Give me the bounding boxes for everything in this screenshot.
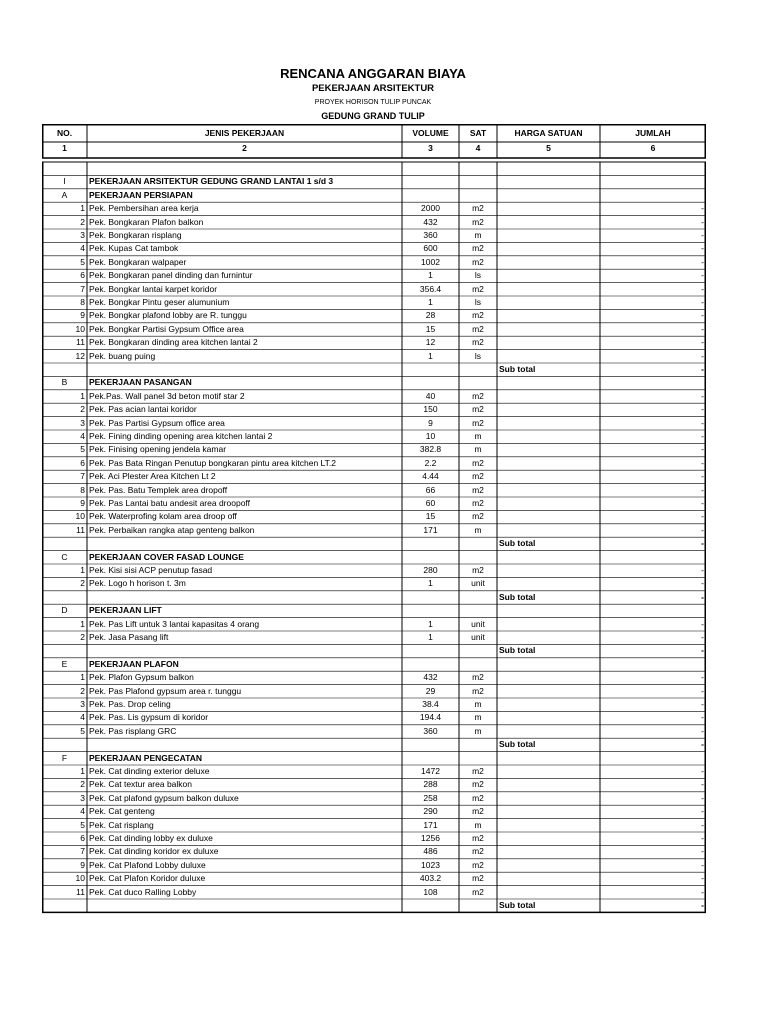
item-unit-price xyxy=(499,872,598,885)
item-number: 4 xyxy=(80,243,85,254)
item-unit: m2 xyxy=(472,283,484,294)
document-title: RENCANA ANGGARAN BIAYA xyxy=(280,66,466,81)
item-volume: 29 xyxy=(425,685,436,696)
group-number: I xyxy=(63,176,66,187)
item-volume: 15 xyxy=(425,323,436,334)
subtotal-amount: - xyxy=(701,364,704,374)
item-unit-price xyxy=(499,631,598,644)
subtotal-label: Sub total xyxy=(499,645,536,656)
item-unit-price xyxy=(499,711,598,724)
item-number: 11 xyxy=(76,524,85,535)
item-number: 1 xyxy=(80,766,85,776)
item-volume: 382.8 xyxy=(419,444,442,455)
item-number: 5 xyxy=(80,819,85,830)
item-number: 11 xyxy=(76,337,85,348)
item-unit-price xyxy=(499,524,598,537)
item-description: Pek. Pas Lift untuk 3 lantai kapasitas 4 orang xyxy=(89,618,260,629)
item-number: 10 xyxy=(75,323,85,334)
item-unit: m2 xyxy=(472,498,484,508)
item-description: Pek. Pas. Drop celing xyxy=(89,699,171,709)
item-description: Pek. Cat dinding lobby ex duluxe xyxy=(89,833,213,843)
item-number: 5 xyxy=(80,256,85,267)
item-amount: - xyxy=(701,417,704,428)
item-number: 2 xyxy=(80,632,85,642)
item-unit-price xyxy=(499,510,598,523)
item-amount: - xyxy=(701,310,704,321)
item-unit-price xyxy=(499,819,598,832)
item-unit: m xyxy=(474,524,482,535)
item-volume: 360 xyxy=(423,725,438,736)
item-amount: - xyxy=(701,846,704,857)
item-unit: unit xyxy=(471,632,485,642)
item-number: 10 xyxy=(75,511,85,522)
item-volume: 171 xyxy=(423,819,438,830)
item-description: Pek. Cat Plafon Koridor duluxe xyxy=(89,873,206,884)
item-unit-price xyxy=(499,577,598,590)
item-description: Pek. Cat risplang xyxy=(89,819,154,830)
item-description: Pek. Bongkar Partisi Gypsum Office area xyxy=(89,323,244,334)
item-amount: - xyxy=(701,806,704,817)
item-number: 9 xyxy=(80,859,85,870)
item-unit: m2 xyxy=(472,672,484,683)
item-unit: m xyxy=(474,725,482,736)
section-title: PEKERJAAN PERSIAPAN xyxy=(89,189,193,200)
item-unit: ls xyxy=(474,350,482,361)
item-number: 7 xyxy=(80,846,85,857)
item-volume: 432 xyxy=(423,672,438,683)
item-volume: 360 xyxy=(423,230,438,240)
item-description: Pek. Bongkar plafond lobby are R. tunggu xyxy=(89,310,247,321)
item-description: Pek. Cat textur area balkon xyxy=(89,779,193,790)
item-number: 12 xyxy=(75,350,85,361)
item-amount: - xyxy=(701,230,704,240)
item-volume: 290 xyxy=(423,806,438,817)
col-harga-satuan-number: 5 xyxy=(546,143,551,153)
section-number: D xyxy=(61,605,68,616)
item-amount: - xyxy=(701,779,704,790)
item-unit-price xyxy=(499,765,598,778)
item-amount: - xyxy=(701,819,704,830)
item-number: 7 xyxy=(80,283,85,294)
item-unit: m2 xyxy=(472,390,484,401)
item-number: 11 xyxy=(76,886,85,897)
item-description: Pek.Pas. Wall panel 3d beton motif star 2 xyxy=(89,390,245,401)
col-no-number: 1 xyxy=(62,143,67,153)
item-unit: m2 xyxy=(472,323,484,334)
subtotal-amount: - xyxy=(701,900,704,910)
item-unit: m2 xyxy=(472,216,484,227)
item-volume: 1002 xyxy=(421,256,440,267)
item-unit-price xyxy=(499,390,598,403)
item-number: 6 xyxy=(80,833,85,843)
item-unit-price xyxy=(499,832,598,845)
item-unit: m2 xyxy=(472,243,484,254)
item-unit-price xyxy=(499,618,598,631)
item-amount: - xyxy=(701,766,704,776)
item-description: Pek. Jasa Pasang lift xyxy=(89,632,169,642)
item-number: 2 xyxy=(80,578,85,589)
item-number: 8 xyxy=(80,484,85,495)
col-jumlah-header: JUMLAH xyxy=(635,128,671,138)
item-number: 7 xyxy=(80,471,85,482)
item-unit: m xyxy=(474,230,482,240)
col-jenis-pekerjaan-header: JENIS PEKERJAAN xyxy=(204,128,285,138)
item-amount: - xyxy=(701,337,704,348)
item-unit: m xyxy=(474,444,482,455)
item-amount: - xyxy=(701,243,704,254)
col-sat-header: SAT xyxy=(469,128,487,138)
item-unit: m2 xyxy=(472,873,484,884)
item-unit-price xyxy=(499,283,598,296)
item-amount: - xyxy=(701,565,704,575)
item-unit: m xyxy=(474,712,482,723)
item-volume: 66 xyxy=(425,484,436,495)
col-volume-header: VOLUME xyxy=(412,128,449,138)
item-amount: - xyxy=(701,859,704,870)
item-volume: 258 xyxy=(423,792,438,803)
item-unit-price xyxy=(499,859,598,872)
item-unit-price xyxy=(499,845,598,858)
item-unit-price xyxy=(499,242,598,255)
item-number: 1 xyxy=(80,672,85,683)
item-volume: 60 xyxy=(425,498,436,508)
item-number: 3 xyxy=(80,417,85,428)
item-volume: 403.2 xyxy=(419,873,442,884)
item-volume: 28 xyxy=(425,310,436,321)
item-amount: - xyxy=(701,578,704,589)
item-volume: 15 xyxy=(425,511,436,522)
item-volume: 288 xyxy=(423,779,438,790)
item-volume: 600 xyxy=(423,243,438,254)
item-description: Pek. Bongkaran dinding area kitchen lantai 2 xyxy=(89,337,258,348)
item-description: Pek. Fining dinding opening area kitchen lantai 2 xyxy=(89,431,273,441)
col-jenis-pekerjaan-number: 2 xyxy=(242,143,247,153)
item-unit-price xyxy=(499,497,598,510)
item-unit: m2 xyxy=(472,404,484,415)
item-number: 2 xyxy=(80,685,85,696)
item-amount: - xyxy=(701,618,704,629)
item-unit-price xyxy=(499,256,598,269)
item-volume: 2.2 xyxy=(424,457,437,468)
item-unit: m2 xyxy=(472,886,484,897)
item-unit: m2 xyxy=(472,766,484,776)
item-volume: 1023 xyxy=(421,859,440,870)
item-description: Pek. Perbaikan rangka atap genteng balkon xyxy=(89,524,255,535)
item-amount: - xyxy=(701,444,704,455)
item-description: Pek. Cat Plafond Lobby duluxe xyxy=(89,859,206,870)
item-amount: - xyxy=(701,498,704,508)
item-number: 1 xyxy=(80,203,85,214)
item-amount: - xyxy=(701,270,704,281)
col-jumlah-number: 6 xyxy=(650,143,656,153)
subtotal-label: Sub total xyxy=(499,739,536,750)
item-unit: m2 xyxy=(472,417,484,428)
item-amount: - xyxy=(701,457,704,468)
subtotal-amount: - xyxy=(701,739,704,750)
item-unit-price xyxy=(499,685,598,698)
col-volume-number: 3 xyxy=(428,143,433,153)
section-title: PEKERJAAN COVER FASAD LOUNGE xyxy=(89,551,244,562)
item-amount: - xyxy=(701,431,704,441)
item-amount: - xyxy=(701,699,704,709)
item-volume: 1256 xyxy=(421,833,440,843)
item-unit: m xyxy=(474,431,482,441)
item-description: Pek. Pembersihan area kerja xyxy=(89,203,199,214)
item-amount: - xyxy=(701,792,704,803)
item-amount: - xyxy=(701,873,704,884)
item-unit: m2 xyxy=(472,779,484,790)
section-title: PEKERJAAN PENGECATAN xyxy=(89,752,203,763)
item-unit-price xyxy=(499,417,598,430)
item-number: 3 xyxy=(80,230,85,240)
item-unit-price xyxy=(499,725,598,738)
item-unit-price xyxy=(499,564,598,577)
section-number: A xyxy=(61,189,68,200)
item-volume: 108 xyxy=(423,886,438,897)
item-unit: m2 xyxy=(472,337,484,348)
item-unit-price xyxy=(499,296,598,309)
item-number: 1 xyxy=(80,565,85,575)
item-number: 5 xyxy=(80,725,85,736)
item-unit-price xyxy=(499,350,598,363)
project-name: PROYEK HORISON TULIP PUNCAK xyxy=(314,99,432,106)
item-number: 6 xyxy=(80,457,85,468)
section-title: PEKERJAAN LIFT xyxy=(89,605,162,616)
item-volume: 171 xyxy=(423,524,438,535)
item-volume: 9 xyxy=(428,417,433,428)
item-unit: ls xyxy=(474,297,482,307)
item-amount: - xyxy=(701,323,704,334)
item-unit-price xyxy=(499,470,598,483)
item-description: Pek. Bongkaran panel dinding dan furnintur xyxy=(89,270,253,281)
item-number: 4 xyxy=(80,431,85,441)
item-number: 9 xyxy=(80,498,85,508)
item-unit-price xyxy=(499,778,598,791)
item-number: 2 xyxy=(80,404,85,415)
item-unit: m2 xyxy=(472,256,484,267)
item-amount: - xyxy=(701,725,704,736)
item-description: Pek. Pas Lantai batu andesit area droopoff xyxy=(89,498,250,508)
group-title: PEKERJAAN ARSITEKTUR GEDUNG GRAND LANTAI 1 s/d 3 xyxy=(89,176,334,187)
item-number: 3 xyxy=(80,699,85,709)
col-sat-number: 4 xyxy=(475,143,481,153)
item-volume: 1 xyxy=(428,632,433,642)
item-volume: 1 xyxy=(428,578,433,589)
item-volume: 1 xyxy=(428,350,433,361)
item-unit: m xyxy=(474,699,482,709)
item-unit: unit xyxy=(471,618,485,629)
item-description: Pek. Pas risplang GRC xyxy=(89,725,177,736)
item-description: Pek. Waterprofing kolam area droop off xyxy=(89,511,237,522)
item-volume: 486 xyxy=(423,846,438,857)
item-unit: m2 xyxy=(472,859,484,870)
item-unit-price xyxy=(499,336,598,349)
item-description: Pek. Bongkar lantai karpet koridor xyxy=(89,283,218,294)
item-description: Pek. Cat genteng xyxy=(89,806,155,817)
item-description: Pek. Pas. Batu Templek area dropoff xyxy=(89,484,228,495)
item-unit-price xyxy=(499,269,598,282)
item-amount: - xyxy=(701,685,704,696)
item-amount: - xyxy=(701,712,704,723)
item-number: 1 xyxy=(80,390,85,401)
item-volume: 12 xyxy=(425,337,436,348)
item-amount: - xyxy=(701,471,704,482)
subtotal-amount: - xyxy=(701,591,704,602)
subtotal-amount: - xyxy=(701,645,704,656)
item-unit: m2 xyxy=(472,806,484,817)
subtotal-label: Sub total xyxy=(499,900,536,910)
item-volume: 10 xyxy=(425,431,436,441)
item-unit: m2 xyxy=(472,203,484,214)
item-number: 2 xyxy=(80,779,85,790)
item-description: Pek. Pas Bata Ringan Penutup bongkaran pintu area kitchen LT.2 xyxy=(89,457,336,468)
item-unit-price xyxy=(499,430,598,443)
item-amount: - xyxy=(701,511,704,522)
item-volume: 280 xyxy=(423,565,438,575)
item-number: 9 xyxy=(80,310,85,321)
item-unit: m2 xyxy=(472,511,484,522)
item-description: Pek. Bongkaran walpaper xyxy=(89,256,187,267)
item-volume: 194.4 xyxy=(419,712,442,723)
item-description: Pek. Plafon Gypsum balkon xyxy=(89,672,194,683)
item-amount: - xyxy=(701,256,704,267)
item-amount: - xyxy=(701,350,704,361)
item-unit: m2 xyxy=(472,471,484,482)
item-description: Pek. Cat duco Ralling Lobby xyxy=(89,886,197,897)
item-description: Pek. Pas acian lantai koridor xyxy=(89,404,197,415)
item-volume: 150 xyxy=(423,404,438,415)
item-number: 4 xyxy=(80,712,85,723)
item-unit-price xyxy=(499,484,598,497)
item-description: Pek. Pas. Lis gypsum di koridor xyxy=(89,712,209,723)
item-amount: - xyxy=(701,390,704,401)
item-unit-price xyxy=(499,202,598,215)
item-unit-price xyxy=(499,792,598,805)
item-amount: - xyxy=(701,886,704,897)
item-unit: m2 xyxy=(472,565,484,575)
item-volume: 432 xyxy=(423,216,438,227)
subtotal-label: Sub total xyxy=(499,538,536,549)
item-unit: m2 xyxy=(472,846,484,857)
item-amount: - xyxy=(701,297,704,307)
item-volume: 356.4 xyxy=(419,283,442,294)
item-number: 4 xyxy=(80,806,85,817)
item-unit: m2 xyxy=(472,792,484,803)
item-unit-price xyxy=(499,403,598,416)
item-unit-price xyxy=(499,457,598,470)
subtotal-amount: - xyxy=(701,538,704,549)
item-description: Pek. Pas Plafond gypsum area r. tunggu xyxy=(89,685,242,696)
col-harga-satuan-header: HARGA SATUAN xyxy=(514,128,583,138)
item-amount: - xyxy=(701,283,704,294)
item-unit-price xyxy=(499,886,598,899)
col-no-header: NO. xyxy=(56,128,73,138)
item-description: Pek. Cat dinding koridor ex duluxe xyxy=(89,846,219,857)
item-volume: 1472 xyxy=(421,766,440,776)
section-number: B xyxy=(61,377,68,388)
section-title: PEKERJAAN PLAFON xyxy=(89,658,179,669)
item-number: 10 xyxy=(75,873,85,884)
item-number: 6 xyxy=(80,270,85,281)
item-unit: m2 xyxy=(472,310,484,321)
item-description: Pek. Cat plafond gypsum balkon duluxe xyxy=(89,792,239,803)
item-unit: m2 xyxy=(472,457,484,468)
item-unit-price xyxy=(499,323,598,336)
item-number: 1 xyxy=(80,618,85,629)
item-number: 2 xyxy=(80,216,85,227)
item-amount: - xyxy=(701,833,704,843)
item-amount: - xyxy=(701,632,704,642)
item-number: 3 xyxy=(80,792,85,803)
item-unit: m xyxy=(474,819,482,830)
item-volume: 1 xyxy=(428,297,433,307)
item-unit: m2 xyxy=(472,685,484,696)
item-description: Pek. Kupas Cat tambok xyxy=(89,243,179,254)
item-number: 8 xyxy=(80,297,85,307)
item-number: 5 xyxy=(80,444,85,455)
item-unit: m2 xyxy=(472,833,484,843)
item-amount: - xyxy=(701,524,704,535)
cost-estimate-table xyxy=(42,124,706,914)
item-amount: - xyxy=(701,672,704,683)
item-description: Pek. Finising opening jendela kamar xyxy=(89,444,227,455)
item-description: Pek. Logo h horison t. 3m xyxy=(89,578,186,589)
item-description: Pek. Bongkaran risplang xyxy=(89,230,182,240)
item-volume: 1 xyxy=(428,270,433,281)
item-unit-price xyxy=(499,309,598,322)
item-description: Pek. Aci Plester Area Kitchen Lt 2 xyxy=(89,471,216,482)
document-subtitle: PEKERJAAN ARSITEKTUR xyxy=(311,83,435,94)
item-unit: unit xyxy=(471,578,485,589)
item-unit-price xyxy=(499,698,598,711)
item-unit-price xyxy=(499,229,598,242)
item-volume: 40 xyxy=(425,390,436,401)
item-description: Pek. Cat dinding exterior deluxe xyxy=(89,766,210,776)
building-name: GEDUNG GRAND TULIP xyxy=(321,111,425,121)
section-number: F xyxy=(61,752,68,763)
item-unit: ls xyxy=(474,270,482,281)
section-number: C xyxy=(61,551,68,562)
section-number: E xyxy=(61,658,68,669)
item-unit-price xyxy=(499,443,598,456)
item-description: Pek. Bongkar Pintu geser alumunium xyxy=(89,297,230,307)
item-unit-price xyxy=(499,805,598,818)
item-amount: - xyxy=(701,216,704,227)
item-description: Pek. Bongkaran Plafon balkon xyxy=(89,216,204,227)
subtotal-label: Sub total xyxy=(499,364,536,374)
item-volume: 4.44 xyxy=(422,471,439,482)
item-description: Pek. Pas Partisi Gypsum office area xyxy=(89,417,225,428)
item-amount: - xyxy=(701,404,704,415)
item-description: Pek. buang puing xyxy=(89,350,156,361)
item-unit-price xyxy=(499,671,598,684)
item-amount: - xyxy=(701,203,704,214)
item-volume: 1 xyxy=(428,618,433,629)
section-title: PEKERJAAN PASANGAN xyxy=(89,377,192,388)
item-volume: 38.4 xyxy=(422,699,439,709)
item-amount: - xyxy=(701,484,704,495)
item-description: Pek. Kisi sisi ACP penutup fasad xyxy=(89,565,213,575)
subtotal-label: Sub total xyxy=(499,591,536,602)
item-unit-price xyxy=(499,216,598,229)
item-volume: 2000 xyxy=(421,203,440,214)
item-unit: m2 xyxy=(472,484,484,495)
